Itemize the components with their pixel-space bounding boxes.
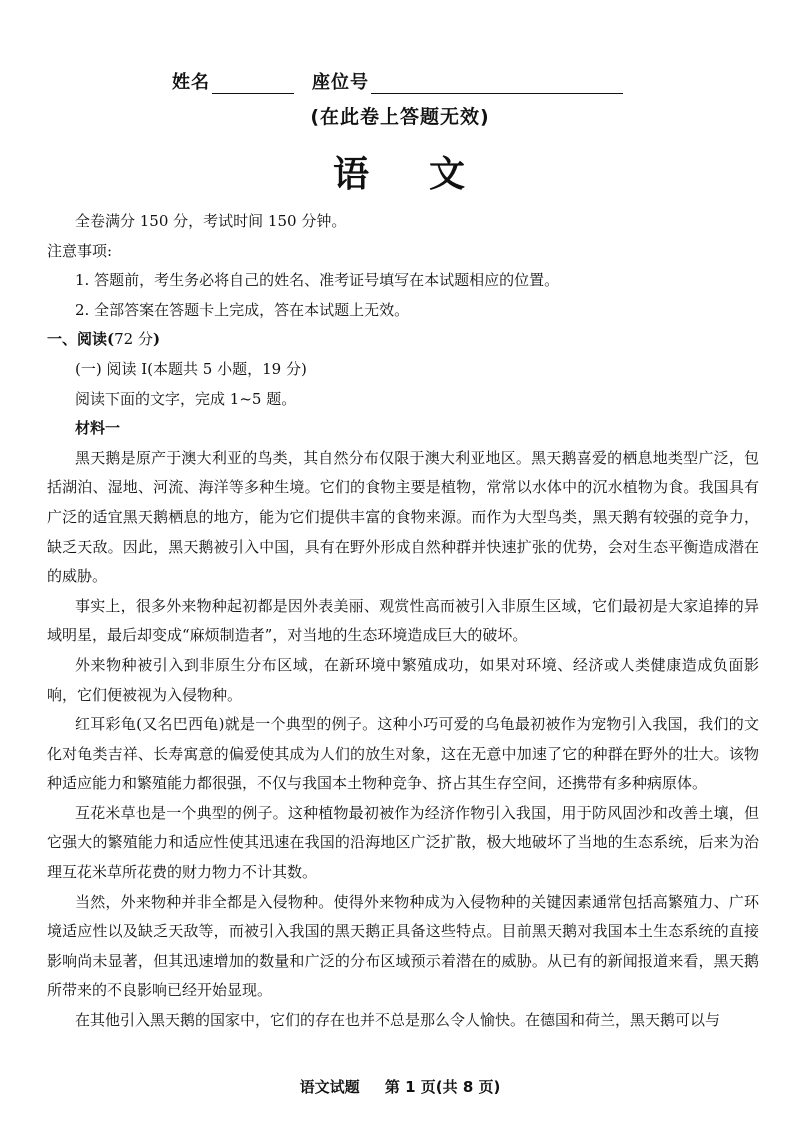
section-title-close: ) <box>152 330 161 349</box>
name-blank[interactable] <box>212 75 294 94</box>
seat-label: 座位号 <box>312 72 369 93</box>
paragraph: 外来物种被引入到非原生分布区域，在新环境中繁殖成功，如果对环境、经济或人类健康造成负面影响，它们便被视为入侵物种。 <box>47 655 759 704</box>
page-footer <box>0 1076 800 1097</box>
paragraph: 黑天鹅是原产于澳大利亚的鸟类，其自然分布仅限于澳大利亚地区。黑天鹅喜爱的栖息地类型广泛，包括湖泊、湿地、河流、海洋等多种生境。它们的食物主要是植物，常常以水体中的沉水植物为食。我国具有广泛的适宜黑天鹅栖息的地方，能为它们提供丰富的食物来源。而作为大型鸟类，黑天鹅有较强的竞争力，缺乏天敌。因此，黑天鹅被引入中国，具有在野外形成自然种群并快速扩张的优势，会对生态平衡造成潜在的威胁。 <box>47 448 759 586</box>
footer-page-number: 第 1 页(共 8 页) <box>384 1078 501 1096</box>
instruction: 阅读下面的文字，完成 1~5 题。 <box>75 389 297 408</box>
student-info-fields <box>172 68 623 94</box>
section-title <box>47 325 759 355</box>
paragraph: 当然，外来物种并非全都是入侵物种。使得外来物种成为入侵物种的关键因素通常包括高繁殖力、广环境适应性以及缺乏天敌等，而被引入我国的黑天鹅正具备这些特点。目前黑天鹅对我国本土生态系统的直接影响尚未显著，但其迅速增加的数量和广泛的分布区域预示着潜在的威胁。从已有的新闻报道来看，黑天鹅所带来的不良影响已经开始显现。 <box>47 892 759 1000</box>
subject-title: 语文 <box>332 153 525 195</box>
score-time-line: 全卷满分 150 分，考试时间 150 分钟。 <box>75 212 347 230</box>
name-label: 姓名 <box>172 72 210 93</box>
seat-blank[interactable] <box>371 75 623 94</box>
material-label: 材料一 <box>75 419 121 438</box>
paragraph: 在其他引入黑天鹅的国家中，它们的存在也并不总是那么令人愉快。在德国和荷兰，黑天鹅可以与 <box>75 1011 721 1030</box>
paragraph: 事实上，很多外来物种起初都是因外表美丽、观赏性高而被引入非原生区域，它们最初是大家追捧的异域明星，最后却变成“麻烦制造者”，对当地的生态环境造成巨大的破坏。 <box>47 596 759 645</box>
exam-body <box>47 207 759 1036</box>
subsection-title: (一) 阅读 Ⅰ(本题共 5 小题，19 分) <box>75 359 307 378</box>
invalid-answer-notice: (在此卷上答题无效) <box>310 106 490 128</box>
section-title-score: 72 分 <box>114 330 153 349</box>
note-2: 2. 全部答案在答题卡上完成，答在本试题上无效。 <box>75 300 410 319</box>
paragraph: 互花米草也是一个典型的例子。这种植物最初被作为经济作物引入我国，用于防风固沙和改善土壤，但它强大的繁殖能力和适应性使其迅速在我国的沿海地区广泛扩散，极大地破坏了当地的生态系统，后来为治理互花米草所花费的财力物力不计其数。 <box>47 803 759 882</box>
footer-subject: 语文试题 <box>299 1078 360 1096</box>
paragraph: 红耳彩龟(又名巴西龟)就是一个典型的例子。这种小巧可爱的乌龟最初被作为宠物引入我国，我们的文化对龟类吉祥、长寿寓意的偏爱使其成为人们的放生对象，这在无意中加速了它的种群在野外的壮大。该物种适应能力和繁殖能力都很强，不仅与我国本土物种竞争、挤占其生存空间，还携带有多种病原体。 <box>47 715 759 793</box>
notes-title: 注意事项: <box>47 241 113 260</box>
note-1: 1. 答题前，考生务必将自己的姓名、准考证号填写在本试题相应的位置。 <box>75 271 560 290</box>
section-title-prefix: 一、阅读( <box>47 330 115 349</box>
